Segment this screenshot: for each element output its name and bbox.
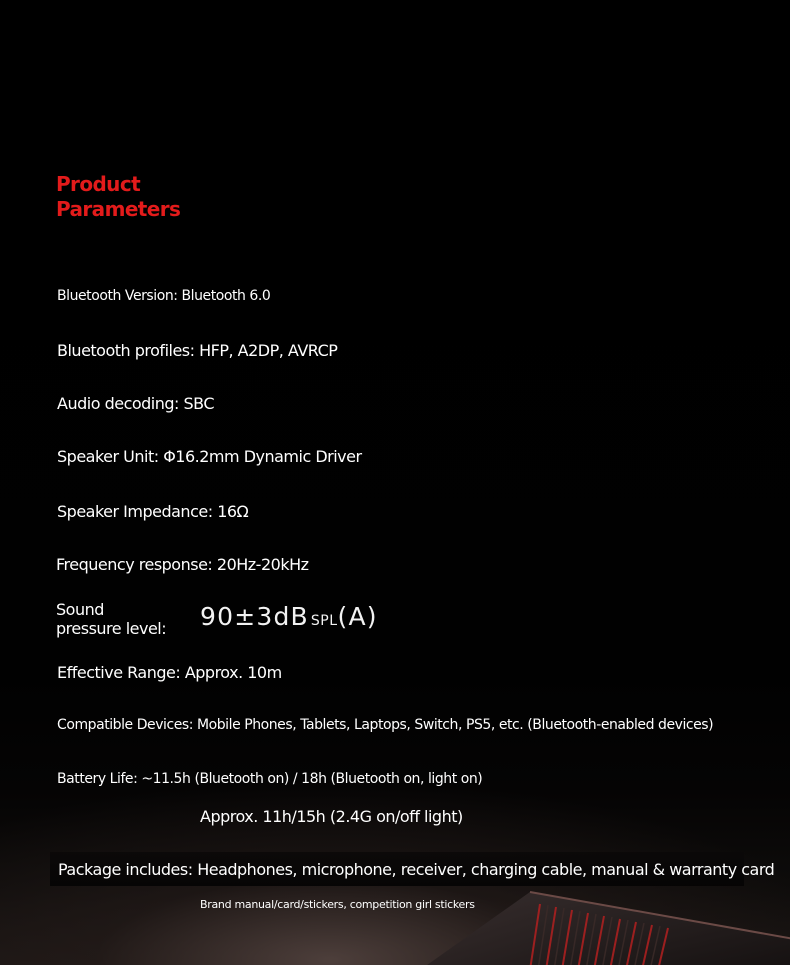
title-line-parameters: Parameters xyxy=(56,197,181,221)
spec-battery-life: Battery Life: ~11.5h (Bluetooth on) / 18h (Bluetooth on, light on) xyxy=(57,771,483,787)
spl-value-number: 90±3dB xyxy=(200,602,309,631)
spec-audio-decoding: Audio decoding: SBC xyxy=(57,394,215,413)
spl-label-line1: Sound xyxy=(56,600,104,619)
spec-bluetooth-version: Bluetooth Version: Bluetooth 6.0 xyxy=(57,288,271,304)
spl-value-unit: SPL xyxy=(310,613,338,629)
spec-package-extras: Brand manual/card/stickers, competition girl stickers xyxy=(200,898,475,911)
spec-speaker-impedance: Speaker Impedance: 16Ω xyxy=(57,502,249,521)
spec-speaker-unit: Speaker Unit: Φ16.2mm Dynamic Driver xyxy=(57,447,362,466)
spec-sound-pressure-value xyxy=(200,602,378,631)
spec-sound-pressure-label xyxy=(56,600,166,638)
spec-bluetooth-profiles: Bluetooth profiles: HFP, A2DP, AVRCP xyxy=(57,341,338,360)
spec-frequency-response: Frequency response: 20Hz-20kHz xyxy=(56,555,309,574)
spec-compatible-devices: Compatible Devices: Mobile Phones, Tablets, Laptops, Switch, PS5, etc. (Bluetooth-enabled devices) xyxy=(57,717,714,733)
spec-battery-life-2-4g: Approx. 11h/15h (2.4G on/off light) xyxy=(200,807,463,826)
title-line-product: Product xyxy=(56,172,141,196)
spl-label-line2: pressure level: xyxy=(56,619,167,638)
headphone-edge-decoration xyxy=(380,880,790,965)
spl-value-weighting: (A) xyxy=(337,602,378,631)
spec-package-includes: Package includes: Headphones, microphone, receiver, charging cable, manual & warranty card xyxy=(58,860,775,879)
spec-effective-range: Effective Range: Approx. 10m xyxy=(57,663,282,682)
page-title xyxy=(56,172,180,222)
